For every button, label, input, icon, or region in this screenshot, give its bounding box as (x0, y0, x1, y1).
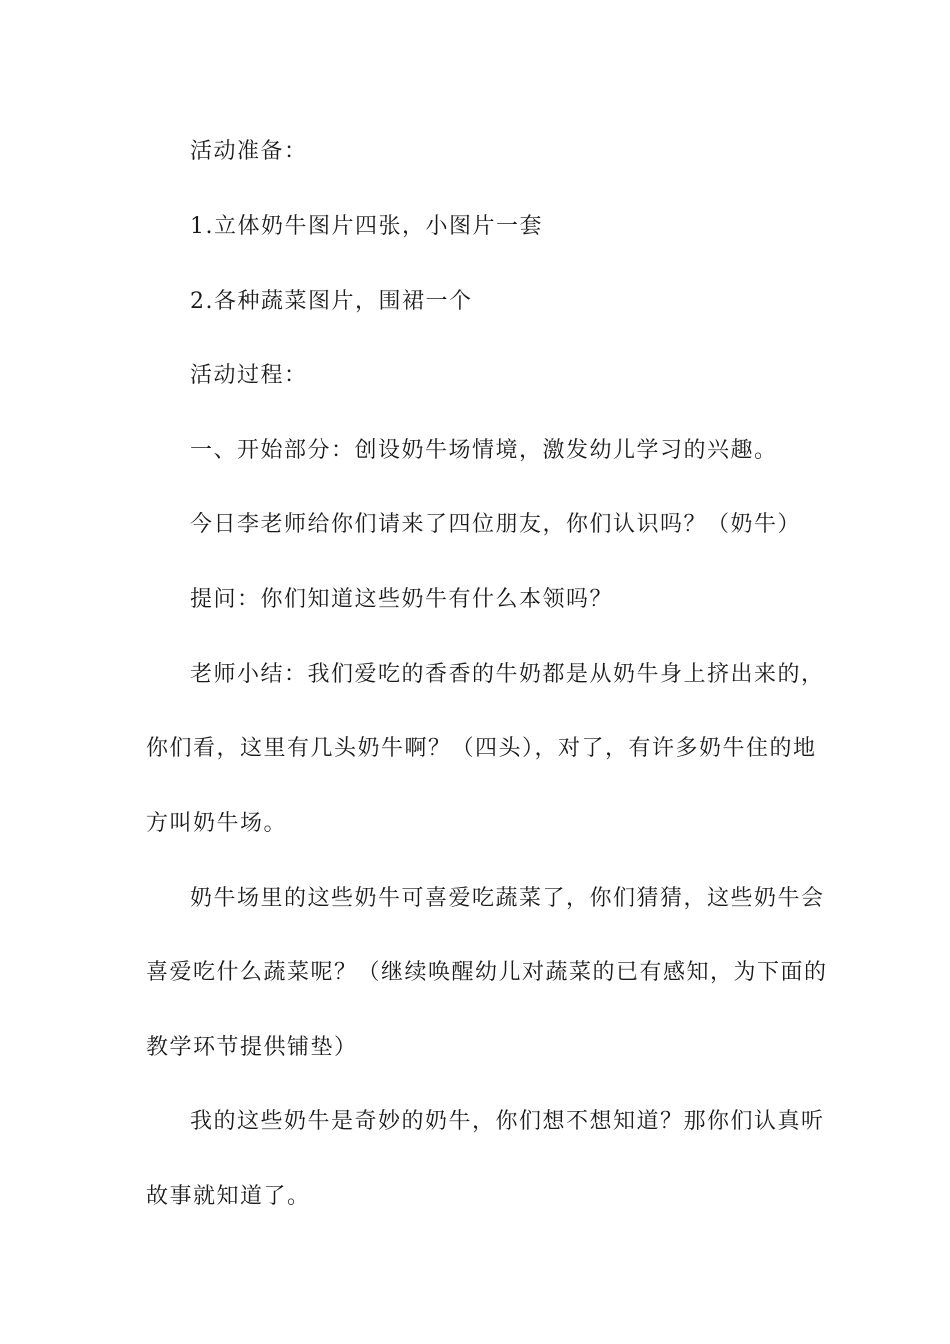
paragraph-line: 提问：你们知道这些奶牛有什么本领吗？ (190, 587, 614, 612)
process-part-1-heading: 一、开始部分：创设奶牛场情境，激发幼儿学习的兴趣。 (190, 438, 778, 463)
paragraph-line: 你们看，这里有几头奶牛啊？（四头），对了，有许多奶牛住的地 (146, 736, 817, 761)
paragraph-line: 奶牛场里的这些奶牛可喜爱吃蔬菜了，你们猜猜，这些奶牛会 (190, 886, 825, 911)
paragraph-line: 我的这些奶牛是奇妙的奶牛，你们想不想知道？那你们认真听 (190, 1109, 825, 1134)
preparation-item-1: 1.立体奶牛图片四张，小图片一套 (190, 214, 543, 239)
paragraph-line: 故事就知道了。 (146, 1184, 311, 1209)
section-heading-process: 活动过程： (190, 363, 308, 388)
paragraph-line: 今日李老师给你们请来了四位朋友，你们认识吗？（奶牛） (190, 512, 802, 537)
paragraph-line: 老师小结：我们爱吃的香香的牛奶都是从奶牛身上挤出来的， (190, 662, 825, 687)
paragraph-line: 方叫奶牛场。 (146, 811, 288, 836)
paragraph-line: 喜爱吃什么蔬菜呢？（继续唤醒幼儿对蔬菜的已有感知，为下面的 (146, 960, 828, 985)
section-heading-preparation: 活动准备： (190, 139, 308, 164)
paragraph-line: 教学环节提供铺垫） (146, 1035, 358, 1060)
preparation-item-2: 2.各种蔬菜图片，围裙一个 (190, 289, 473, 314)
